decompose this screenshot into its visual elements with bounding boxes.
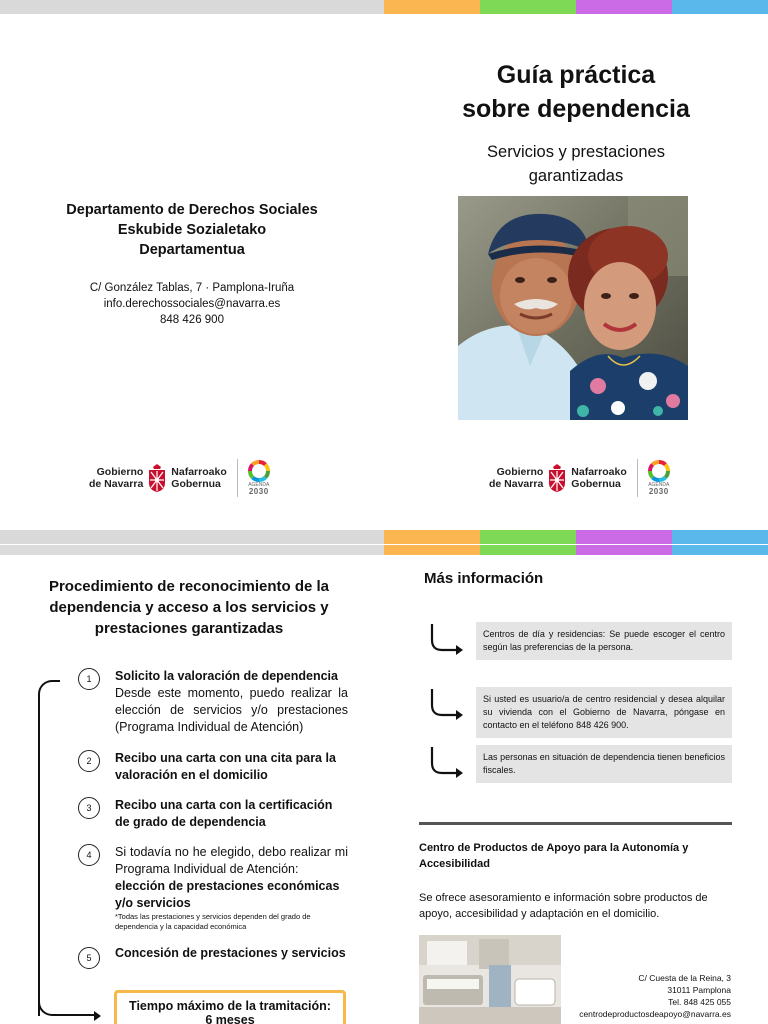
logo-es-line-2: de Navarra <box>89 478 144 490</box>
more-info-box: Las personas en situación de dependencia tienen beneficios fiscales. <box>476 745 732 783</box>
stripe-blue <box>672 545 768 555</box>
sdg-wheel-icon <box>648 460 670 482</box>
logo-text-eu <box>571 466 626 490</box>
cover-title-block <box>384 58 768 188</box>
mid-thin-stripe <box>0 545 768 555</box>
department-phone: 848 426 900 <box>160 314 224 326</box>
sdg-wheel-icon <box>248 460 270 482</box>
logo-text-es <box>489 466 543 490</box>
more-info-item-1 <box>426 622 732 660</box>
centro-city: 31011 Pamplona <box>667 985 731 995</box>
government-logo <box>89 459 270 497</box>
department-line-3: Departamentua <box>139 242 245 258</box>
procedure-title: Procedimiento de reconocimiento de la dependencia y acceso a los servicios y prestaciones garantizadas <box>48 578 330 637</box>
department-block <box>0 200 384 328</box>
step-body <box>115 945 346 969</box>
centro-email[interactable]: centrodeproductosdeapoyo@navarra.es <box>579 1009 731 1019</box>
logo-eu-line-2: Gobernua <box>571 478 621 490</box>
step-body <box>115 750 348 784</box>
step-body <box>115 668 348 736</box>
logo-text-eu <box>171 466 226 490</box>
more-info-title: Más información <box>424 570 544 587</box>
centro-description: Se ofrece asesoramiento e información sobre productos de apoyo, accesibilidad y adaptación en el domicilio. <box>419 892 708 920</box>
cover-subtitle <box>384 140 768 188</box>
centro-title: Centro de Productos de Apoyo para la Autonomía y Accesibilidad <box>419 842 689 870</box>
agenda-label: AGENDA <box>248 482 270 488</box>
procedure-bracket <box>38 680 60 1016</box>
max-time-label: Tiempo máximo de la tramitación: <box>129 999 331 1013</box>
agenda-2030-logo <box>248 460 270 496</box>
procedure-step-1 <box>78 668 348 736</box>
more-info-box: Centros de día y residencias: Se puede escoger el centro según las preferencias de la persona. <box>476 622 732 660</box>
stripe-green <box>480 0 576 14</box>
curved-arrow-icon <box>426 622 466 658</box>
step-heading: Concesión de prestaciones y servicios <box>115 946 346 960</box>
department-line-2: Eskubide Sozialetako <box>117 222 267 238</box>
logo-es-line-1: Gobierno <box>496 466 544 478</box>
step-heading: Recibo una carta con la certificación de grado de dependencia <box>115 798 333 829</box>
step-number: 1 <box>78 668 100 690</box>
step-body <box>115 844 348 932</box>
centro-phone: Tel. 848 425 055 <box>668 997 731 1007</box>
centro-contact <box>579 972 731 1020</box>
curved-arrow-icon <box>426 687 466 723</box>
step-number: 5 <box>78 947 100 969</box>
step-heading: Solicito la valoración de dependencia <box>115 669 338 683</box>
step-heading: elección de prestaciones económicas y/o servicios <box>115 879 340 910</box>
stripe-orange <box>384 545 480 555</box>
agenda-year: 2030 <box>248 487 269 496</box>
cover-title-line-2: sobre dependencia <box>462 95 690 123</box>
max-time-box <box>114 990 346 1024</box>
stripe-green <box>480 545 576 555</box>
max-time-value: 6 meses <box>205 1013 255 1024</box>
navarra-shield-icon <box>547 463 567 493</box>
navarra-shield-icon <box>147 463 167 493</box>
stripe-orange <box>384 530 480 544</box>
step-text: Si todavía no he elegido, debo realizar mi Programa Individual de Atención: <box>115 845 348 876</box>
cover-photo-elderly-couple <box>458 196 688 420</box>
government-logo-cover <box>489 459 670 497</box>
support-products-room-photo <box>419 935 561 1024</box>
procedure-bracket-bottom <box>38 990 98 1016</box>
procedure-step-3 <box>78 797 348 831</box>
logo-es-line-2: de Navarra <box>489 478 544 490</box>
logo-eu-line-1: Nafarroako <box>171 466 227 478</box>
stripe-purple <box>576 530 672 544</box>
agenda-2030-logo <box>648 460 670 496</box>
department-line-1: Departamento de Derechos Sociales <box>66 202 318 218</box>
stripe-blue <box>672 530 768 544</box>
step-body <box>115 797 348 831</box>
agenda-label: AGENDA <box>648 482 670 488</box>
stripe-orange <box>384 0 480 14</box>
cover-subtitle-line-2: garantizadas <box>528 167 624 185</box>
stripe-blue <box>672 0 768 14</box>
department-address: C/ González Tablas, 7 · Pamplona-Iruña <box>89 282 295 294</box>
room-photo-image <box>419 935 561 1024</box>
procedure-step-2 <box>78 750 348 784</box>
logo-divider <box>637 459 638 497</box>
cover-title-line-1: Guía práctica <box>496 61 656 89</box>
procedure-step-4 <box>78 844 348 932</box>
top-color-stripe <box>0 0 768 14</box>
stripe-grey <box>0 0 384 14</box>
step-heading: Recibo una carta con una cita para la valoración en el domicilio <box>115 751 336 782</box>
stripe-grey <box>0 545 384 555</box>
logo-text-es <box>89 466 143 490</box>
stripe-green <box>480 530 576 544</box>
step-number: 4 <box>78 844 100 866</box>
more-info-box: Si usted es usuario/a de centro residencial y desea alquilar su vivienda con el Gobierno de Navarra, póngase en contacto en el teléfono 848 426 900. <box>476 687 732 738</box>
department-email[interactable]: info.derechossociales@navarra.es <box>103 298 281 310</box>
step-number: 2 <box>78 750 100 772</box>
stripe-purple <box>576 545 672 555</box>
step-number: 3 <box>78 797 100 819</box>
logo-divider <box>237 459 238 497</box>
centro-address: C/ Cuesta de la Reina, 3 <box>638 973 731 983</box>
cover-subtitle-line-1: Servicios y prestaciones <box>487 143 665 161</box>
section-divider <box>419 822 732 825</box>
more-info-item-3 <box>426 745 732 783</box>
logo-eu-line-1: Nafarroako <box>571 466 627 478</box>
mid-color-stripe <box>0 530 768 544</box>
curved-arrow-icon <box>426 745 466 781</box>
procedure-arrow-icon <box>94 1011 101 1021</box>
logo-eu-line-2: Gobernua <box>171 478 221 490</box>
step-text: Desde este momento, puedo realizar la elección de servicios y/o prestaciones (Programa Individual de Atención) <box>115 686 348 734</box>
department-contact <box>0 280 384 328</box>
stripe-purple <box>576 0 672 14</box>
more-info-item-2 <box>426 687 732 738</box>
agenda-year: 2030 <box>648 487 669 496</box>
couple-photo-image <box>458 196 688 420</box>
logo-es-line-1: Gobierno <box>96 466 144 478</box>
procedure-step-5 <box>78 945 348 969</box>
step-footnote: *Todas las prestaciones y servicios dependen del grado de dependencia y la capacidad económica <box>115 912 311 931</box>
stripe-grey <box>0 530 384 544</box>
